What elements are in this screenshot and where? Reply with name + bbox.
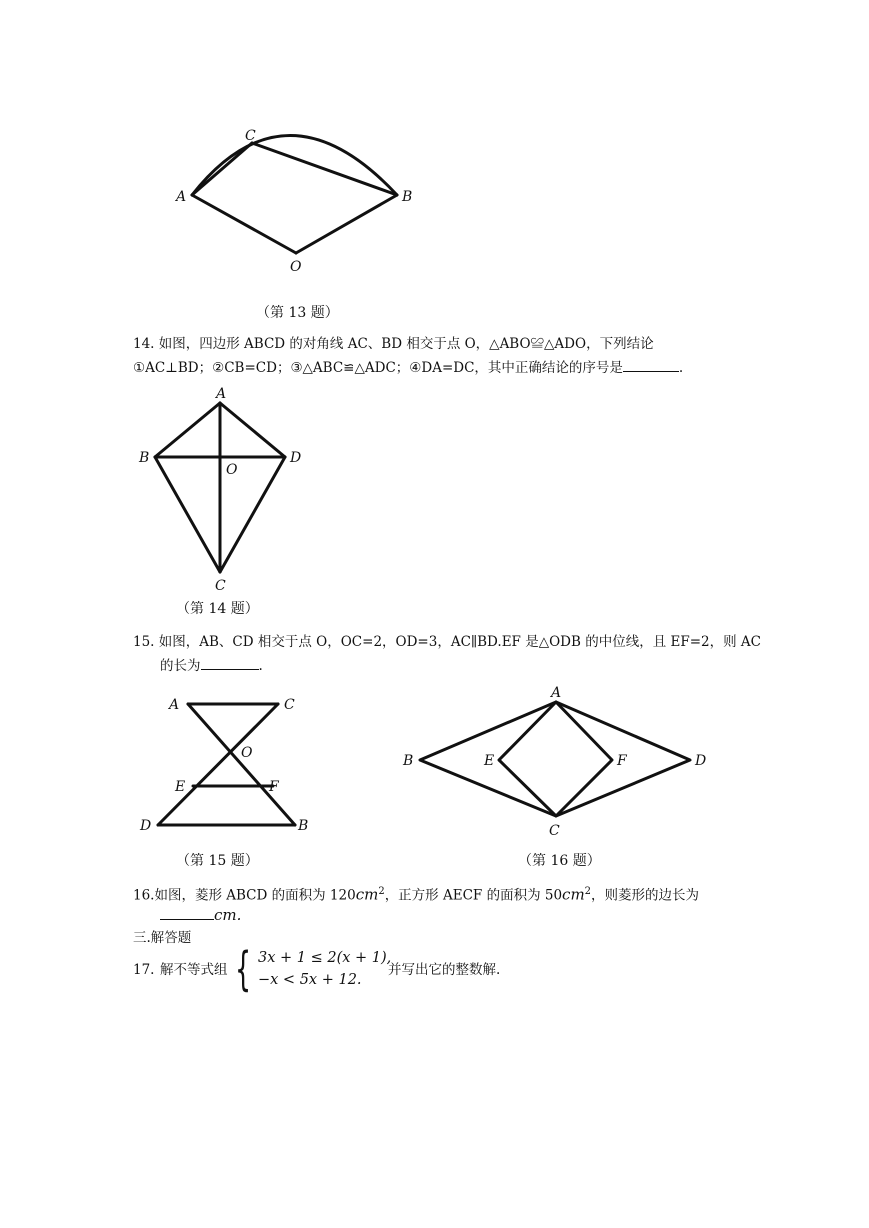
fig14-label-b: B	[139, 450, 150, 466]
fig15-label-f: F	[269, 779, 279, 795]
q16-text-b: ，正方形 AECF 的面积为 50	[384, 887, 563, 904]
q16-text-a: 16.如图，菱形 ABCD 的面积为 120	[133, 887, 356, 904]
fig15-label-d: D	[140, 818, 152, 834]
fig13-label-o: O	[290, 259, 302, 275]
fig16-label-d: D	[695, 753, 707, 769]
fig15-caption: （第 15 题）	[176, 853, 259, 869]
q16-answer-blank[interactable]	[160, 919, 214, 920]
q16-unit-1: cm	[355, 885, 379, 904]
fig14-label-o: O	[226, 462, 238, 478]
fig16-label-f: F	[617, 753, 627, 769]
q14-end: .	[678, 360, 684, 376]
q14-line1: 14. 如图，四边形 ABCD 的对角线 AC、BD 相交于点 O，△ABO≌△ADO，下列结论	[133, 336, 654, 352]
q15-end: .	[258, 658, 263, 674]
q17-brace: {	[235, 942, 252, 996]
fig16-label-c: C	[549, 823, 560, 839]
q16-text-c: ，则菱形的边长为	[591, 887, 700, 904]
fig13-caption: （第 13 题）	[256, 305, 339, 321]
fig14-label-c: C	[215, 578, 226, 594]
fig16-caption: （第 16 题）	[518, 853, 601, 869]
q16-line1	[133, 882, 699, 906]
fig14-label-a: A	[216, 386, 227, 402]
fig15-label-a: A	[169, 697, 180, 713]
fig13-label-b: B	[402, 189, 413, 205]
section-3-title: 三.解答题	[133, 930, 192, 946]
fig13-label-a: A	[176, 189, 187, 205]
q17-inequality-2: −x < 5x + 12.	[258, 972, 362, 988]
q16-sup-1: 2	[378, 886, 385, 897]
fig16-label-a: A	[551, 685, 562, 701]
fig14-label-d: D	[290, 450, 302, 466]
fig16-label-b: B	[403, 753, 414, 769]
q16-sup-2: 2	[584, 886, 592, 897]
fig14-caption: （第 14 题）	[176, 601, 259, 617]
q14-line2-text: ①AC⊥BD；②CB=CD；③△ABC≌△ADC；④DA=DC，其中正确结论的序号是	[133, 360, 623, 376]
q15-line2-text: 的长为	[160, 658, 201, 674]
q17-number: 17.	[133, 962, 155, 978]
fig13-label-c: C	[245, 128, 256, 144]
q16-line2	[160, 905, 241, 926]
fig15-label-b: B	[298, 818, 309, 834]
fig15-label-o: O	[241, 745, 253, 761]
q17-inequality-1: 3x + 1 ≤ 2(x + 1),	[258, 950, 392, 966]
q16-line2-unit: cm.	[214, 906, 242, 924]
fig15-label-c: C	[284, 697, 295, 713]
q16-unit-2: cm	[562, 885, 585, 904]
q17-lead: 解不等式组	[160, 962, 228, 978]
q17-tail: 并写出它的整数解.	[388, 962, 501, 978]
fig15-label-e: E	[175, 779, 186, 795]
fig16-label-e: E	[484, 753, 495, 769]
q15-line1: 15. 如图，AB、CD 相交于点 O，OC=2，OD=3，AC∥BD.EF 是△ODB 的中位线，且 EF=2，则 AC	[133, 634, 761, 650]
fig16-rhombus-abcd	[420, 702, 690, 816]
